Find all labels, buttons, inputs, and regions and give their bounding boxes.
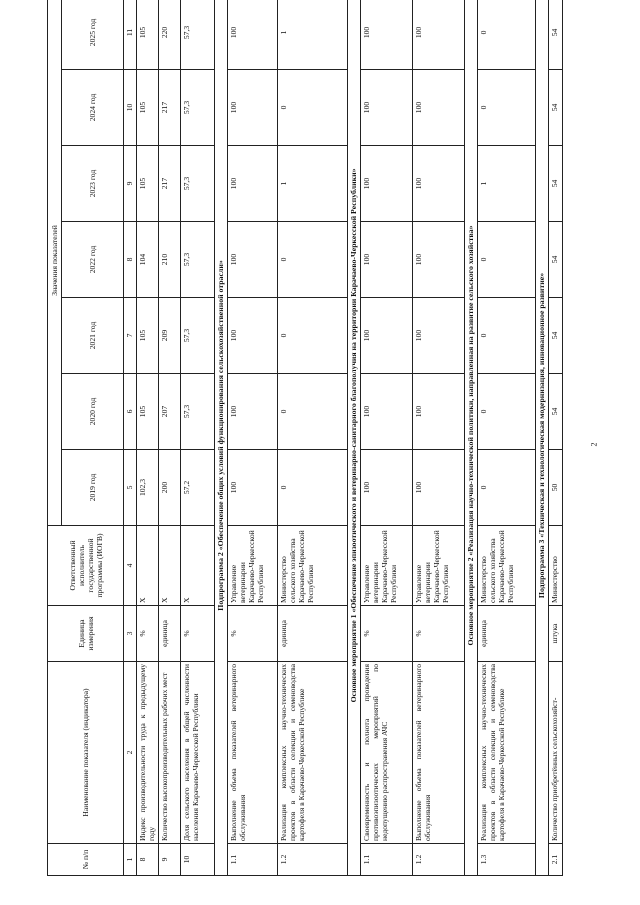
table-row: [413, 0, 465, 876]
column-index: 11: [124, 0, 137, 70]
value-cell: 104: [137, 222, 159, 298]
value-cell: 100: [228, 298, 278, 374]
column-index: 5: [124, 450, 137, 526]
page-number: 2: [589, 442, 599, 447]
table-row: [137, 0, 159, 876]
section-title: Основное мероприятие 1 «Обеспечение эпизоотического и ветеринарно-санитарного благополучия на территории Карачаево-Черкесской Республики»: [348, 0, 361, 876]
value-cell: 57,3: [181, 70, 215, 146]
value-cell: 100: [228, 0, 278, 70]
value-cell: 0: [278, 374, 348, 450]
section-row: [215, 0, 228, 876]
value-cell: 54: [549, 70, 563, 146]
column-index: 7: [124, 298, 137, 374]
row-number: 1.2: [278, 844, 348, 876]
value-cell: 100: [413, 0, 465, 70]
indicator-name: Доля сельского населения в общей численности населения Карачаево-Черкесской Республики: [181, 662, 215, 844]
column-index: 2: [124, 662, 137, 844]
value-cell: 57,3: [181, 222, 215, 298]
indicator-name: Индекс производительности труда к предыдущему году: [137, 662, 159, 844]
value-cell: 105: [137, 374, 159, 450]
value-cell: 0: [478, 0, 536, 70]
row-number: 8: [137, 844, 159, 876]
value-cell: 100: [361, 70, 413, 146]
header-year: 2022 год: [62, 222, 124, 298]
value-cell: 100: [361, 374, 413, 450]
table-row: [361, 0, 413, 876]
value-cell: 57,3: [181, 0, 215, 70]
column-index: 1: [124, 844, 137, 876]
value-cell: 217: [159, 146, 181, 222]
indicator-name: Выполнение объема показателей ветеринарного обслуживания: [228, 662, 278, 844]
row-number: 1.2: [413, 844, 465, 876]
header-year: 2023 год: [62, 146, 124, 222]
table-body: [137, 0, 563, 876]
value-cell: 100: [361, 222, 413, 298]
value-cell: 105: [137, 70, 159, 146]
indicator-name: Количество высокопроизводительных рабочих мест: [159, 662, 181, 844]
executor-cell: Управление ветеринарии Карачаево-Черкесской Республики: [228, 526, 278, 606]
section-title: Подпрограмма 2 «Обеспечение общих условий функционирования сельскохозяйственной отрасли»: [215, 0, 228, 876]
executor-cell: Министерство: [549, 526, 563, 606]
value-cell: 100: [361, 298, 413, 374]
row-number: 1.1: [361, 844, 413, 876]
value-cell: 105: [137, 146, 159, 222]
unit-cell: штука: [549, 606, 563, 662]
section-row: [536, 0, 549, 876]
executor-cell: Управление ветеринарии Карачаево-Черкесской Республики: [361, 526, 413, 606]
column-index: 4: [124, 526, 137, 606]
value-cell: 57,3: [181, 146, 215, 222]
value-cell: 1: [278, 0, 348, 70]
row-number: 1.1: [228, 844, 278, 876]
indicator-name: Своевременность и полнота проведения противоэпизоотических мероприятий по недопущению распространения АЧС: [361, 662, 413, 844]
column-index: 10: [124, 70, 137, 146]
unit-cell: %: [361, 606, 413, 662]
value-cell: 0: [478, 70, 536, 146]
value-cell: 102,3: [137, 450, 159, 526]
value-cell: 100: [228, 374, 278, 450]
value-cell: 54: [549, 298, 563, 374]
value-cell: 209: [159, 298, 181, 374]
value-cell: 0: [278, 222, 348, 298]
unit-cell: %: [413, 606, 465, 662]
value-cell: 1: [278, 146, 348, 222]
table-row: [478, 0, 536, 876]
value-cell: 100: [413, 146, 465, 222]
executor-cell: Министерство сельского хозяйства Карачаево-Черкесской Республики: [278, 526, 348, 606]
value-cell: 54: [549, 146, 563, 222]
value-cell: 100: [413, 450, 465, 526]
value-cell: 105: [137, 0, 159, 70]
executor-cell: Х: [181, 526, 215, 606]
table-row: [549, 0, 563, 876]
header-values: Значения показателей: [48, 0, 62, 526]
column-index-row: [124, 0, 137, 876]
table-row: [159, 0, 181, 876]
indicators-table: [47, 0, 563, 876]
value-cell: 100: [228, 70, 278, 146]
section-row: [465, 0, 478, 876]
header-num: № п/п: [48, 844, 124, 876]
value-cell: 0: [278, 70, 348, 146]
value-cell: 50: [549, 450, 563, 526]
value-cell: 100: [413, 222, 465, 298]
value-cell: 100: [228, 222, 278, 298]
header-year: 2019 год: [62, 450, 124, 526]
section-title: Подпрограмма 3 «Техническая и технологическая модернизация, инновационное развитие»: [536, 0, 549, 876]
column-index: 3: [124, 606, 137, 662]
value-cell: 200: [159, 450, 181, 526]
table-row: [278, 0, 348, 876]
value-cell: 100: [361, 146, 413, 222]
value-cell: 210: [159, 222, 181, 298]
value-cell: 100: [361, 0, 413, 70]
value-cell: 100: [228, 146, 278, 222]
value-cell: 0: [278, 450, 348, 526]
unit-cell: %: [228, 606, 278, 662]
row-number: 2.1: [549, 844, 563, 876]
row-number: 10: [181, 844, 215, 876]
rotated-table-container: [47, 0, 597, 876]
column-index: 9: [124, 146, 137, 222]
value-cell: 0: [478, 222, 536, 298]
header-year: 2025 год: [62, 0, 124, 70]
column-index: 8: [124, 222, 137, 298]
value-cell: 57,3: [181, 298, 215, 374]
value-cell: 220: [159, 0, 181, 70]
table-row: [181, 0, 215, 876]
indicator-name: Выполнение объема показателей ветеринарного обслуживания: [413, 662, 465, 844]
section-title: Основное мероприятие 2 «Реализация научно-технической политики, направленная на развитие сельского хозяйства»: [465, 0, 478, 876]
indicator-name: Реализация комплексных научно-технических проектов в области селекции и семеноводства картофеля в Карачаево-Черкесской Республике: [478, 662, 536, 844]
value-cell: 57,2: [181, 450, 215, 526]
unit-cell: %: [181, 606, 215, 662]
executor-cell: Х: [137, 526, 159, 606]
value-cell: 54: [549, 374, 563, 450]
executor-cell: Министерство сельского хозяйства Карачаево-Черкесской Республики: [478, 526, 536, 606]
table-row: [228, 0, 278, 876]
header-year: 2021 год: [62, 298, 124, 374]
value-cell: 100: [413, 70, 465, 146]
header-executor: Ответственный исполнитель государственной программы (ИОГВ): [48, 526, 124, 606]
column-index: 6: [124, 374, 137, 450]
unit-cell: единица: [478, 606, 536, 662]
value-cell: 57,3: [181, 374, 215, 450]
value-cell: 54: [549, 222, 563, 298]
value-cell: 0: [478, 450, 536, 526]
value-cell: 207: [159, 374, 181, 450]
value-cell: 100: [413, 374, 465, 450]
value-cell: 105: [137, 298, 159, 374]
unit-cell: %: [137, 606, 159, 662]
row-number: 9: [159, 844, 181, 876]
header-unit: Единица измерения: [48, 606, 124, 662]
header-name: Наименование показателя (индикатора): [48, 662, 124, 844]
value-cell: 0: [478, 298, 536, 374]
row-number: 1.3: [478, 844, 536, 876]
indicator-name: Реализация комплексных научно-технических проектов в области селекции и семеноводства картофеля в Карачаево-Черкесской Республике: [278, 662, 348, 844]
header-year: 2020 год: [62, 374, 124, 450]
executor-cell: Х: [159, 526, 181, 606]
value-cell: 0: [478, 374, 536, 450]
section-row: [348, 0, 361, 876]
value-cell: 217: [159, 70, 181, 146]
value-cell: 100: [413, 298, 465, 374]
executor-cell: Управление ветеринарии Карачаево-Черкесской Республики: [413, 526, 465, 606]
value-cell: 100: [228, 450, 278, 526]
value-cell: 1: [478, 146, 536, 222]
value-cell: 54: [549, 0, 563, 70]
value-cell: 0: [278, 298, 348, 374]
unit-cell: единица: [278, 606, 348, 662]
table-header: [48, 0, 137, 876]
unit-cell: единица: [159, 606, 181, 662]
value-cell: 100: [361, 450, 413, 526]
header-year: 2024 год: [62, 70, 124, 146]
indicator-name: Количество приобретённых сельскохозяйст-: [549, 662, 563, 844]
